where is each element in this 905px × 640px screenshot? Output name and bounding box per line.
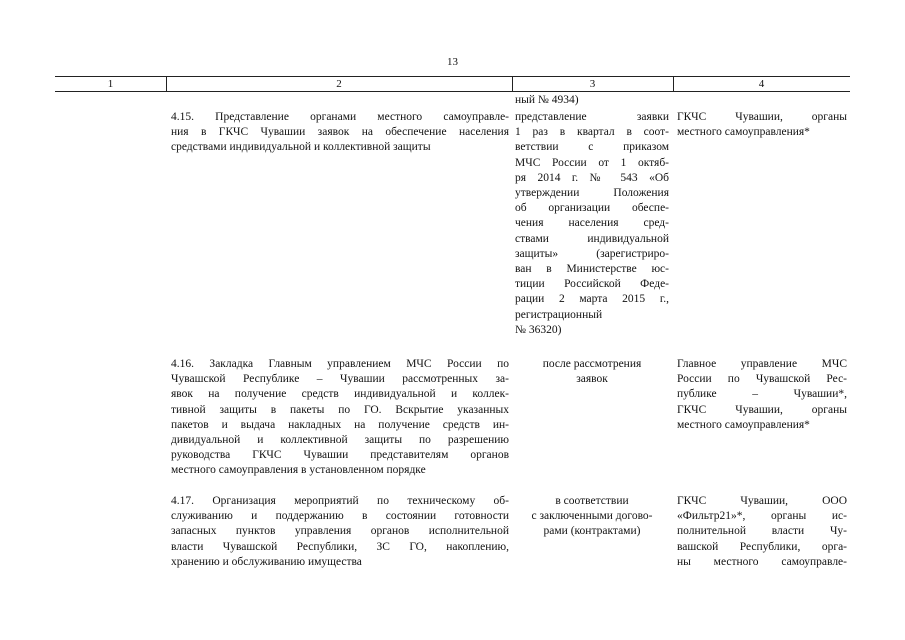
page-number: 13 (447, 56, 458, 68)
header-col-4: 4 (758, 78, 765, 90)
row-417-timing: в соответствии с заключенными догово- рами (контрактами) (531, 495, 653, 538)
row-416-responsible: Главное управление МЧС России по Чувашской Рес- публике – Чувашии*, ГКЧС Чувашии, органы местного самоуправления* (677, 358, 847, 431)
row-417-description: 4.17. Организация мероприятий по техническому об- служиванию и поддержанию в состоянии готовности запасных пунктов управления органов исполнительной власти Чувашской Республики, ЗС ГО, накоплению, хранению и обслуживанию имущества (171, 495, 509, 568)
header-col-1: 1 (107, 78, 114, 90)
table-header-rule (55, 91, 850, 92)
row-415-description: 4.15. Представление органами местного самоуправле- ния в ГКЧС Чувашии заявок на обеспечение населения средствами индивидуальной и коллективной защиты (171, 111, 509, 154)
header-col-2: 2 (336, 78, 342, 90)
row-417-responsible: ГКЧС Чувашии, ООО «Фильтр21»*, органы ис- полнительной власти Чу- вашской Республики, орга- ны местного самоуправле- (677, 495, 847, 568)
row-416-timing: после рассмотрения заявок (542, 358, 642, 386)
row-416-description: 4.16. Закладка Главным управлением МЧС России по Чувашской Республике – Чувашии рассмотренных за- явок на получение средств индивидуальной и коллек- тивной защиты в пакеты по ГО. Вскрытие указанных пакетов и выдача накладных на получение средств ин- дивидуальной и коллективной защиты по разрешению руководства ГКЧС Чувашии представителям органов местного самоуправления в установленном порядке (171, 358, 509, 477)
row-415-responsible: ГКЧС Чувашии, органы местного самоуправления* (677, 111, 847, 139)
row-415-timing: представление заявки 1 раз в квартал в соот- ветствии с приказом МЧС России от 1 октяб- ря 2014 г. № 543 «Об утверждении Положения об организации обеспе- чения населения сред- ствами индивидуальной защиты» (зарегистриро- ван в Министерстве юс- тиции Российской Феде- рации 2 марта 2015 г., регистрационный № 36320) (515, 111, 669, 336)
header-col-3: 3 (589, 78, 596, 90)
row-415-col3-continuation: ный № 4934) (515, 94, 579, 106)
